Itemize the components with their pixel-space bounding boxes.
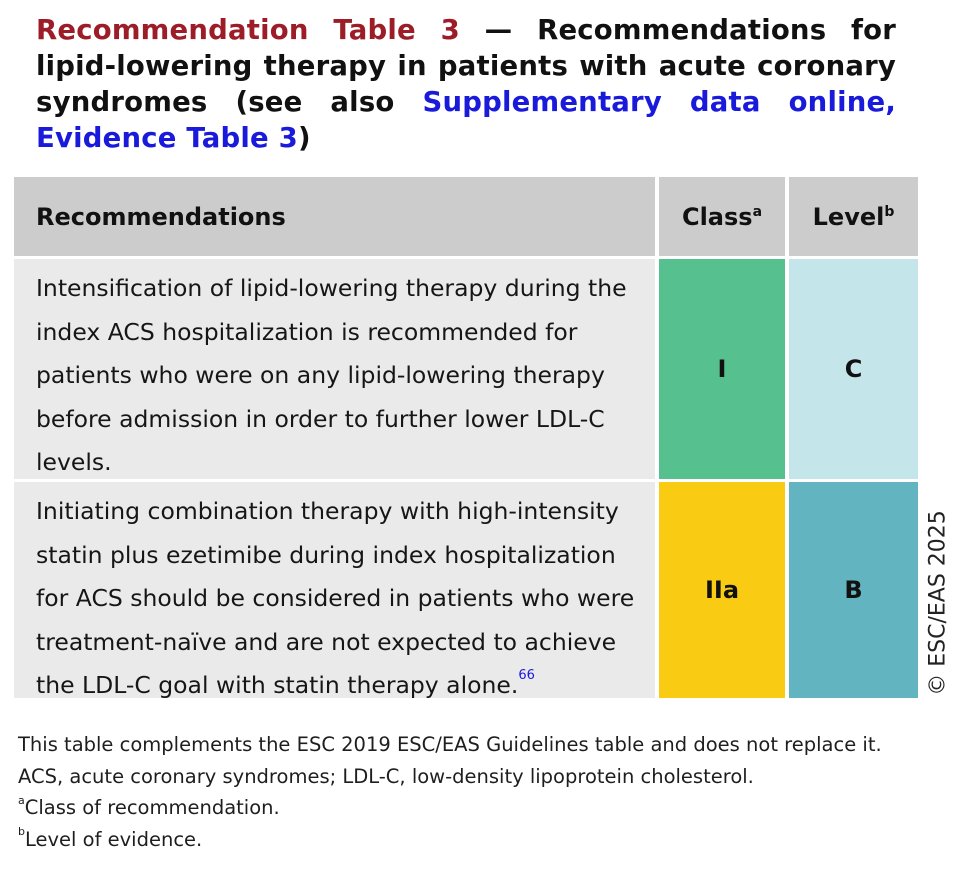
header-level: Level $^b$	[789, 177, 918, 256]
table-row-1-class: I	[659, 259, 785, 479]
table-row-2-recommendation: Initiating combination therapy with high-intensity statin plus ezetimibe during index hospitalization for ACS should be considered in patients who were treatment-naïve and are not expected to achieve the LDL-C goal with statin therapy alone.$^{66}$	[14, 482, 655, 698]
footnote-abbreviations: ACS, acute coronary syndromes; LDL-C, low-density lipoprotein cholesterol.	[18, 764, 754, 788]
table-row-1-recommendation: Intensification of lipid-lowering therapy during the index ACS hospitalization is recommended for patients who were on any lipid-lowering therapy before admission in order to further lower LDL-C levels.	[14, 259, 655, 479]
table-row-2-class: IIa	[659, 482, 785, 698]
table-title	[36, 12, 896, 156]
reference-link-66[interactable]: 66	[518, 667, 535, 683]
table-row-1-level: C	[789, 259, 918, 479]
recommendation-table	[14, 177, 918, 698]
footnote-b: $^b$Level of evidence.	[18, 825, 203, 851]
footnote-a: $^a$Class of recommendation.	[18, 793, 280, 819]
header-recommendations: Recommendations	[14, 177, 655, 256]
supplementary-data-link[interactable]: Supplementary data online, Evidence Table 3	[36, 86, 896, 154]
footnotes	[18, 729, 882, 855]
table-row-2-level: B	[789, 482, 918, 698]
header-class: Class $^a$	[659, 177, 785, 256]
title-dash: —	[459, 14, 538, 46]
title-text: Recommendations for lipid-lowering therapy in patients with acute coronary syndromes (see also	[36, 14, 897, 118]
footnote-complement: This table complements the ESC 2019 ESC/EAS Guidelines table and does not replace it.	[18, 733, 882, 756]
copyright-notice: © ESC/EAS 2025	[925, 510, 951, 696]
title-suffix: )	[298, 122, 311, 154]
table-label: Recommendation Table 3	[36, 14, 460, 46]
